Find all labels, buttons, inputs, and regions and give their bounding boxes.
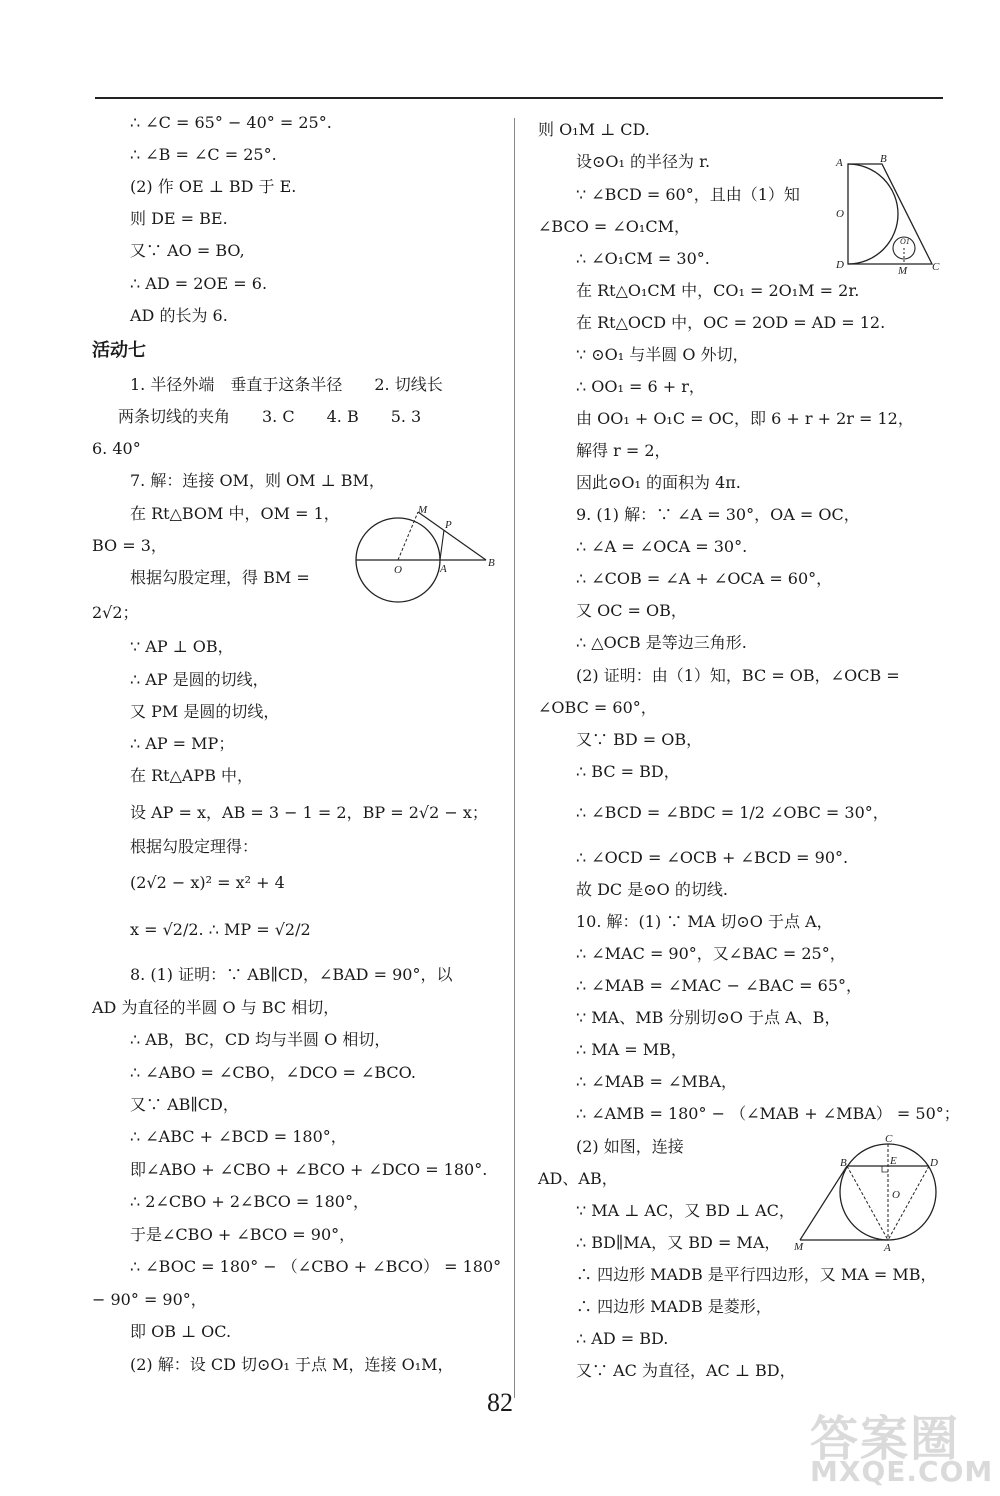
text-line: ∴ ∠A = ∠OCA = 30°. xyxy=(576,537,748,556)
text-line: ∴ ∠ABC + ∠BCD = 180°， xyxy=(130,1127,347,1146)
text-line: ∴ BC = BD， xyxy=(576,762,680,781)
column-divider xyxy=(514,118,515,1398)
text-line: ∴ MA = MB， xyxy=(576,1040,687,1059)
label-b: B xyxy=(880,153,887,165)
segment-ab xyxy=(847,1166,888,1240)
text-line: AD、AB， xyxy=(538,1169,618,1188)
label-c: C xyxy=(932,261,940,273)
text-line: 即∠ABO + ∠CBO + ∠BCO + ∠DCO = 180°. xyxy=(130,1160,488,1179)
text-line: ∴ OO₁ = 6 + r， xyxy=(576,377,705,396)
watermark-url: MXQE.COM xyxy=(810,1455,994,1488)
text-line: ∴ AP 是圆的切线， xyxy=(130,670,269,689)
label-b: B xyxy=(488,557,495,569)
line-ap xyxy=(440,530,444,560)
text-line: 解得 r = 2， xyxy=(576,441,671,460)
text-line: 在 Rt△O₁CM 中，CO₁ = 2O₁M = 2r. xyxy=(576,281,860,300)
text-line: 又∵ AB∥CD， xyxy=(130,1095,239,1114)
label-c: C xyxy=(885,1133,893,1145)
tangent-mb xyxy=(800,1166,847,1240)
text-line: ∴ ∠BCD = ∠BDC = 1/2 ∠OBC = 30°， xyxy=(576,803,889,822)
text-line: ∴ AP = MP； xyxy=(130,734,235,753)
text-line: ∵ MA ⊥ AC，又 BD ⊥ AC， xyxy=(576,1201,795,1220)
label-a: A xyxy=(440,563,447,575)
text-line: (2) 解：设 CD 切⊙O₁ 于点 M，连接 O₁M， xyxy=(130,1355,454,1374)
text-line: ∴ ∠C = 65° − 40° = 25°. xyxy=(130,113,332,132)
label-o1: O1 xyxy=(900,237,910,246)
text-line: ∴ AB，BC，CD 均与半圆 O 相切， xyxy=(130,1030,391,1049)
text-line: 则 DE = BE. xyxy=(130,209,228,228)
text-line: 8. (1) 证明：∵ AB∥CD，∠BAD = 90°，以 xyxy=(130,965,453,984)
label-o: O xyxy=(892,1189,900,1201)
text-line: 在 Rt△BOM 中，OM = 1， xyxy=(130,504,340,523)
text-line: 2√2； xyxy=(92,603,139,622)
text-line: 于是∠CBO + ∠BCO = 90°， xyxy=(130,1225,356,1244)
text-line: 7. 解：连接 OM，则 OM ⊥ BM， xyxy=(130,471,385,490)
text-line: ∴ BD∥MA，又 BD = MA， xyxy=(576,1233,781,1252)
text-line: 1. 半径外端 垂直于这条半径 2. 切线长 xyxy=(130,375,443,394)
text-line: ∴ ∠OCD = ∠OCB + ∠BCD = 90°. xyxy=(576,848,849,867)
text-line: ∴ ∠BOC = 180° − （∠CBO + ∠BCO） = 180° xyxy=(130,1257,502,1276)
text-line: 即 OB ⊥ OC. xyxy=(130,1322,232,1341)
semicircle-o xyxy=(848,164,898,264)
text-line: ∴ AD = BD. xyxy=(576,1329,669,1348)
watermark-logo: 答案圈 xyxy=(810,1411,961,1467)
figure-8-trapezoid-semicircle xyxy=(832,152,944,276)
text-line: ∴ ∠O₁CM = 30°. xyxy=(576,249,710,268)
text-line: ∴ ∠AMB = 180° − （∠MAB + ∠MBA） = 50°； xyxy=(576,1104,960,1123)
text-line: 设 AP = x，AB = 3 − 1 = 2，BP = 2√2 − x； xyxy=(130,803,488,822)
text-line: ∵ ⊙O₁ 与半圆 O 外切， xyxy=(576,345,749,364)
label-m: M xyxy=(794,1241,804,1253)
text-line: − 90° = 90°， xyxy=(92,1290,207,1309)
label-e: E xyxy=(890,1155,897,1167)
label-o: O xyxy=(394,564,402,576)
text-line: ∴ 四边形 MADB 是平行四边形，又 MA = MB， xyxy=(576,1265,937,1284)
text-line: ∵ ∠BCD = 60°，且由（1）知 xyxy=(576,185,800,204)
label-a: A xyxy=(884,1242,891,1254)
section-heading: 活动七 xyxy=(92,340,146,361)
text-line: ∴ △OCB 是等边三角形. xyxy=(576,633,747,652)
text-line: ∠BCO = ∠O₁CM， xyxy=(538,217,690,236)
text-line: 设⊙O₁ 的半径为 r. xyxy=(576,152,711,171)
right-angle-mark xyxy=(882,1166,888,1172)
tangent-mb xyxy=(418,512,486,560)
text-line: 9. (1) 解：∵ ∠A = 30°，OA = OC， xyxy=(576,505,860,524)
page-number: 82 xyxy=(487,1388,513,1417)
text-line: AD 的长为 6. xyxy=(130,306,228,325)
text-line: ∴ ∠MAB = ∠MBA， xyxy=(576,1072,738,1091)
text-line: ∴ ∠MAC = 90°，又∠BAC = 25°， xyxy=(576,944,846,963)
text-line: 10. 解：(1) ∵ MA 切⊙O 于点 A， xyxy=(576,912,833,931)
text-line: ∵ MA、MB 分别切⊙O 于点 A、B， xyxy=(576,1008,841,1027)
text-line: (2) 证明：由（1）知，BC = OB，∠OCB = xyxy=(576,666,900,685)
text-line: 由 OO₁ + O₁C = OC，即 6 + r + 2r = 12， xyxy=(576,409,914,428)
text-line: ∴ ∠ABO = ∠CBO，∠DCO = ∠BCO. xyxy=(130,1063,416,1082)
text-line: (2) 如图，连接 xyxy=(576,1137,684,1156)
text-line: 根据勾股定理得： xyxy=(130,837,259,856)
text-line: ∴ ∠MAB = ∠MAC − ∠BAC = 65°， xyxy=(576,976,863,995)
text-line: BO = 3， xyxy=(92,536,167,555)
text-line: 又 OC = OB， xyxy=(576,601,687,620)
text-line: (2√2 − x)² = x² + 4 xyxy=(130,873,285,892)
figure-10-circle-rhombus xyxy=(792,1132,942,1254)
text-line: 则 O₁M ⊥ CD. xyxy=(538,120,650,139)
label-o: O xyxy=(836,208,844,220)
header-rule xyxy=(95,97,943,99)
text-line: 故 DC 是⊙O 的切线. xyxy=(576,880,728,899)
text-line: ∴ ∠COB = ∠A + ∠OCA = 60°， xyxy=(576,569,833,588)
text-line: ∵ AP ⊥ OB， xyxy=(130,637,234,656)
text-line: 又∵ AC 为直径，AC ⊥ BD， xyxy=(576,1361,796,1380)
trapezoid-abcd xyxy=(848,164,932,264)
label-m: M xyxy=(418,504,428,516)
text-line: 因此⊙O₁ 的面积为 4π. xyxy=(576,473,741,492)
text-line: ∴ 四边形 MADB 是菱形， xyxy=(576,1297,772,1316)
label-p: P xyxy=(445,519,452,531)
text-line: 在 Rt△OCD 中，OC = 2OD = AD = 12. xyxy=(576,313,886,332)
text-line: 6. 40° xyxy=(92,439,141,458)
text-line: 在 Rt△APB 中， xyxy=(130,766,254,785)
segment-ad xyxy=(888,1166,929,1240)
text-line: x = √2/2. ∴ MP = √2/2 xyxy=(130,920,311,939)
text-line: 又 PM 是圆的切线， xyxy=(130,702,280,721)
text-line: 又∵ AO = BO, xyxy=(130,241,245,260)
label-a: A xyxy=(836,157,843,169)
text-line: 两条切线的夹角 3. C 4. B 5. 3 xyxy=(118,407,422,426)
label-d: D xyxy=(930,1157,938,1169)
text-line: ∴ AD = 2OE = 6. xyxy=(130,274,268,293)
label-b: B xyxy=(840,1157,847,1169)
figure-7-circle-tangent xyxy=(352,500,502,605)
text-line: (2) 作 OE ⊥ BD 于 E. xyxy=(130,177,297,196)
text-line: 又∵ BD = OB， xyxy=(576,730,703,749)
text-line: ∴ ∠B = ∠C = 25°. xyxy=(130,145,277,164)
label-m: M xyxy=(898,265,908,276)
text-line: 根据勾股定理，得 BM = xyxy=(130,568,310,587)
label-d: D xyxy=(836,259,844,271)
text-line: ∴ 2∠CBO + 2∠BCO = 180°， xyxy=(130,1192,369,1211)
text-line: AD 为直径的半圆 O 与 BC 相切， xyxy=(92,998,340,1017)
text-line: ∠OBC = 60°， xyxy=(538,698,657,717)
